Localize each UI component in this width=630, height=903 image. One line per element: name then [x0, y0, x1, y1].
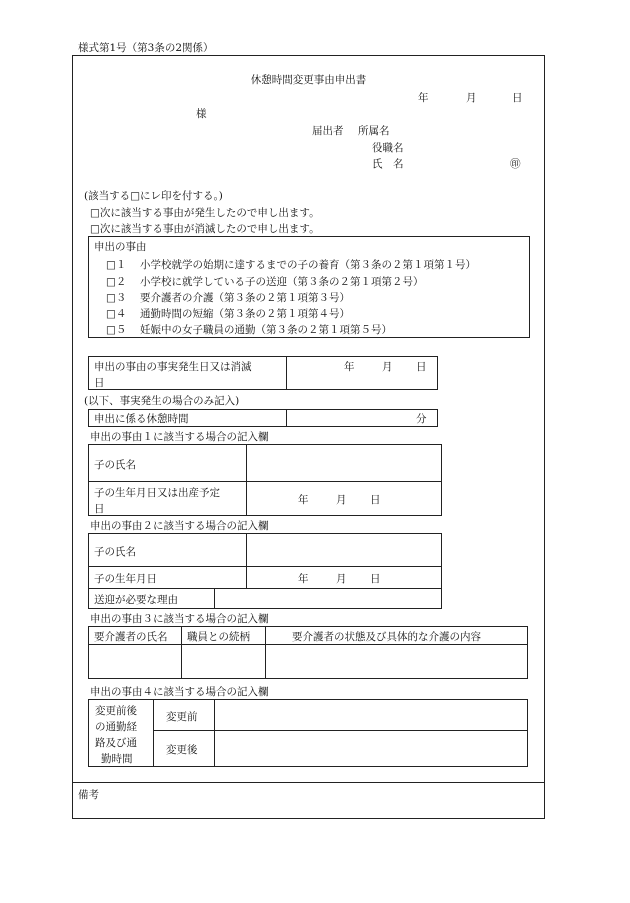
check-occurred[interactable]: □次に該当する事由が発生したので申し出ます。: [90, 207, 320, 219]
page-title: 休憩時間変更事由申出書: [250, 74, 367, 86]
section4-side-label-1: 変更前後: [95, 705, 137, 717]
section4-table: [88, 699, 528, 767]
break-time-label: 申出に係る休憩時間: [94, 413, 189, 425]
date-day: 日: [512, 92, 523, 104]
seal-mark: ㊞: [510, 158, 521, 170]
section1-table: [88, 444, 442, 516]
applicant-label: 届出者: [312, 125, 344, 137]
reason-1-text: 小学校就学の始期に達するまでの子の養育（第３条の２第１項第１号）: [140, 259, 476, 271]
position-label: 役職名: [372, 142, 404, 154]
fact-day: 日: [416, 361, 427, 373]
reason-1-check[interactable]: □１: [106, 259, 127, 271]
fact-month: 月: [382, 361, 393, 373]
check-ceased[interactable]: □次に該当する事由が消滅したので申し出ます。: [90, 223, 320, 235]
fact-date-label: 申出の事由の事実発生日又は消滅: [94, 361, 252, 373]
below-note: (以下、事実発生の場合のみ記入): [84, 395, 240, 407]
section1-year: 年: [298, 494, 309, 506]
break-time-unit: 分: [416, 413, 427, 425]
section1-birth-label-2: 日: [94, 503, 105, 515]
section2-reason-label: 送迎が必要な理由: [94, 594, 178, 606]
section3-col-relation: 職員との続柄: [187, 631, 250, 643]
section4-after-label: 変更後: [166, 744, 198, 756]
reason-4-text: 通勤時間の短縮（第３条の２第１項第４号）: [140, 308, 350, 320]
form-number-label: 様式第1号（第3条の2関係）: [78, 42, 214, 54]
remarks-label: 備考: [78, 789, 99, 801]
section2-year: 年: [298, 573, 309, 585]
section4-side-label-4: 勤時間: [101, 753, 133, 765]
reason-3-text: 要介護者の介護（第３条の２第１項第３号）: [140, 292, 350, 304]
date-year: 年: [418, 92, 429, 104]
reason-3-check[interactable]: □３: [106, 292, 127, 304]
section2-day: 日: [370, 573, 381, 585]
section4-heading: 申出の事由４に該当する場合の記入欄: [90, 686, 269, 698]
section2-month: 月: [336, 573, 347, 585]
reasons-heading: 申出の事由: [94, 241, 147, 253]
fact-year: 年: [344, 361, 355, 373]
section4-side-label-2: の通勤経: [95, 721, 137, 733]
name-label: 氏 名: [372, 158, 404, 170]
section4-before-label: 変更前: [166, 711, 198, 723]
affiliation-label: 所属名: [358, 125, 390, 137]
section3-col-condition: 要介護者の状態及び具体的な介護の内容: [292, 631, 481, 643]
section1-heading: 申出の事由１に該当する場合の記入欄: [90, 431, 269, 443]
section2-child-name: 子の氏名: [94, 546, 136, 558]
section2-heading: 申出の事由２に該当する場合の記入欄: [90, 520, 269, 532]
section1-birth-label: 子の生年月日又は出産予定: [94, 487, 220, 499]
reason-5-check[interactable]: □５: [106, 324, 127, 336]
section2-birth-label: 子の生年月日: [94, 573, 157, 585]
section3-col-name: 要介護者の氏名: [94, 631, 168, 643]
reason-2-check[interactable]: □２: [106, 276, 127, 288]
reason-5-text: 妊娠中の女子職員の通勤（第３条の２第１項第５号）: [140, 324, 392, 336]
addressee-suffix: 様: [196, 108, 207, 120]
remarks-divider: [72, 782, 545, 783]
section1-child-name: 子の氏名: [94, 459, 136, 471]
date-month: 月: [466, 92, 477, 104]
section4-side-label-3: 路及び通: [95, 737, 137, 749]
section1-month: 月: [336, 494, 347, 506]
fact-date-label-2: 日: [94, 377, 105, 389]
section3-heading: 申出の事由３に該当する場合の記入欄: [90, 613, 269, 625]
section1-day: 日: [370, 494, 381, 506]
reason-4-check[interactable]: □４: [106, 308, 127, 320]
reason-2-text: 小学校に就学している子の送迎（第３条の２第１項第２号）: [140, 276, 424, 288]
instruction-text: (該当する□にレ印を付する。): [84, 190, 223, 202]
